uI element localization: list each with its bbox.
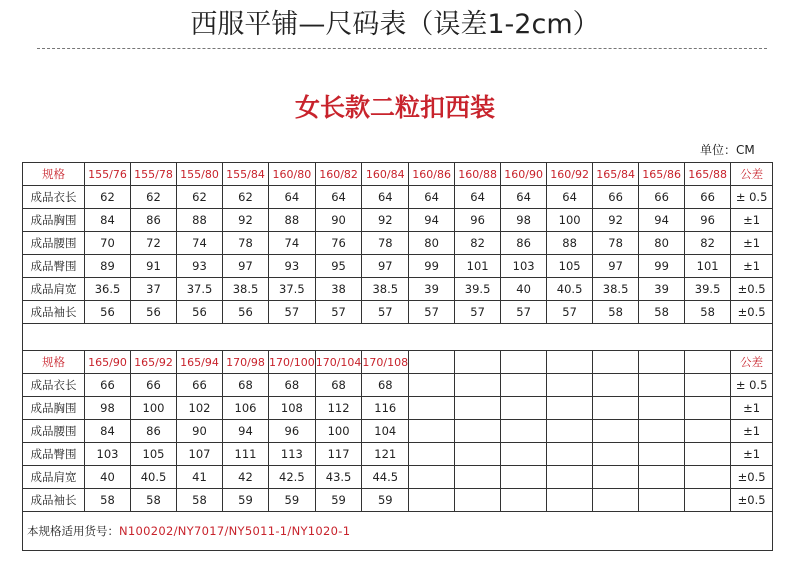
measurement-value-cell: 105 xyxy=(547,255,593,278)
measurement-value-cell: 104 xyxy=(362,420,409,443)
spacer-row xyxy=(23,324,773,351)
tolerance-value-cell: ±1 xyxy=(731,443,773,466)
measurement-value-cell: 66 xyxy=(85,374,131,397)
measurement-value-cell xyxy=(593,420,639,443)
measurement-value-cell: 38.5 xyxy=(223,278,269,301)
measurement-row xyxy=(23,374,773,397)
measurement-value-cell: 56 xyxy=(177,301,223,324)
tolerance-header-cell: 公差 xyxy=(731,351,773,374)
measurement-value-cell xyxy=(547,397,593,420)
measurement-value-cell: 96 xyxy=(455,209,501,232)
measurement-value-cell: 92 xyxy=(593,209,639,232)
measurement-row xyxy=(23,278,773,301)
measurement-value-cell xyxy=(501,420,547,443)
measurement-value-cell: 93 xyxy=(177,255,223,278)
measurement-value-cell: 86 xyxy=(131,209,177,232)
measurement-value-cell xyxy=(409,466,455,489)
size-header-cell xyxy=(593,351,639,374)
measurement-value-cell xyxy=(501,489,547,512)
size-header-cell: 165/88 xyxy=(685,163,731,186)
measurement-value-cell: 40 xyxy=(85,466,131,489)
size-header-cell: 165/90 xyxy=(85,351,131,374)
measurement-value-cell: 97 xyxy=(362,255,409,278)
measurement-value-cell: 99 xyxy=(409,255,455,278)
measurement-value-cell: 57 xyxy=(547,301,593,324)
measurement-row xyxy=(23,301,773,324)
measurement-value-cell: 64 xyxy=(547,186,593,209)
measurement-value-cell: 82 xyxy=(685,232,731,255)
size-header-cell: 170/98 xyxy=(223,351,269,374)
measurement-label-cell: 成品腰围 xyxy=(23,420,85,443)
measurement-value-cell: 103 xyxy=(501,255,547,278)
size-header-cell xyxy=(455,351,501,374)
measurement-value-cell: 56 xyxy=(85,301,131,324)
measurement-value-cell: 43.5 xyxy=(315,466,362,489)
measurement-value-cell: 57 xyxy=(269,301,316,324)
measurement-value-cell: 56 xyxy=(131,301,177,324)
measurement-value-cell xyxy=(593,374,639,397)
measurement-value-cell: 112 xyxy=(315,397,362,420)
measurement-label-cell: 成品胸围 xyxy=(23,397,85,420)
measurement-value-cell: 82 xyxy=(455,232,501,255)
measurement-value-cell: 99 xyxy=(639,255,685,278)
measurement-value-cell xyxy=(593,466,639,489)
size-header-cell: 160/88 xyxy=(455,163,501,186)
measurement-value-cell: 62 xyxy=(223,186,269,209)
applicable-item-codes: N100202/NY7017/NY5011-1/NY1020-1 xyxy=(119,524,351,538)
size-header-row-1 xyxy=(23,163,773,186)
measurement-value-cell: 44.5 xyxy=(362,466,409,489)
measurement-value-cell xyxy=(455,489,501,512)
measurement-value-cell: 78 xyxy=(593,232,639,255)
measurement-value-cell xyxy=(455,466,501,489)
tolerance-value-cell: ±0.5 xyxy=(731,301,773,324)
measurement-value-cell: 58 xyxy=(593,301,639,324)
size-header-cell xyxy=(501,351,547,374)
size-header-cell xyxy=(409,351,455,374)
measurement-value-cell xyxy=(685,489,731,512)
measurement-value-cell: 37.5 xyxy=(177,278,223,301)
measurement-value-cell: 111 xyxy=(223,443,269,466)
size-header-cell: 155/76 xyxy=(85,163,131,186)
measurement-value-cell: 105 xyxy=(131,443,177,466)
measurement-value-cell: 74 xyxy=(177,232,223,255)
measurement-value-cell xyxy=(639,420,685,443)
measurement-value-cell xyxy=(685,374,731,397)
measurement-value-cell: 68 xyxy=(223,374,269,397)
measurement-value-cell: 92 xyxy=(223,209,269,232)
unit-label: 单位：CM xyxy=(700,143,755,157)
measurement-value-cell: 84 xyxy=(85,209,131,232)
measurement-value-cell xyxy=(685,420,731,443)
measurement-value-cell: 98 xyxy=(501,209,547,232)
measurement-value-cell: 42 xyxy=(223,466,269,489)
measurement-value-cell xyxy=(455,443,501,466)
size-header-cell: 160/86 xyxy=(409,163,455,186)
tolerance-value-cell: ±1 xyxy=(731,420,773,443)
measurement-value-cell: 74 xyxy=(269,232,316,255)
measurement-value-cell: 72 xyxy=(131,232,177,255)
measurement-value-cell xyxy=(501,397,547,420)
measurement-value-cell: 37.5 xyxy=(269,278,316,301)
measurement-row xyxy=(23,466,773,489)
tolerance-value-cell: ±1 xyxy=(731,232,773,255)
measurement-value-cell xyxy=(685,443,731,466)
measurement-value-cell: 80 xyxy=(639,232,685,255)
measurement-value-cell: 64 xyxy=(409,186,455,209)
measurement-value-cell: 68 xyxy=(315,374,362,397)
measurement-value-cell: 116 xyxy=(362,397,409,420)
tolerance-value-cell: ±0.5 xyxy=(731,466,773,489)
measurement-value-cell xyxy=(639,397,685,420)
measurement-value-cell: 40.5 xyxy=(547,278,593,301)
measurement-value-cell: 40.5 xyxy=(131,466,177,489)
measurement-value-cell xyxy=(409,420,455,443)
tolerance-value-cell: ±0.5 xyxy=(731,489,773,512)
size-header-cell: 170/100 xyxy=(269,351,316,374)
measurement-value-cell: 113 xyxy=(269,443,316,466)
measurement-row xyxy=(23,232,773,255)
measurement-value-cell: 88 xyxy=(177,209,223,232)
measurement-value-cell: 62 xyxy=(85,186,131,209)
measurement-value-cell: 58 xyxy=(685,301,731,324)
measurement-value-cell: 101 xyxy=(455,255,501,278)
tolerance-value-cell: ±1 xyxy=(731,255,773,278)
measurement-value-cell: 88 xyxy=(547,232,593,255)
measurement-value-cell: 76 xyxy=(315,232,362,255)
size-header-cell: 155/78 xyxy=(131,163,177,186)
measurement-label-cell: 成品袖长 xyxy=(23,301,85,324)
measurement-value-cell: 94 xyxy=(639,209,685,232)
measurement-label-cell: 成品肩宽 xyxy=(23,278,85,301)
applicable-items-label: 本规格适用货号： xyxy=(27,524,119,538)
measurement-value-cell xyxy=(685,466,731,489)
measurement-value-cell: 93 xyxy=(269,255,316,278)
measurement-value-cell: 94 xyxy=(223,420,269,443)
size-header-cell: 160/90 xyxy=(501,163,547,186)
measurement-value-cell: 97 xyxy=(593,255,639,278)
measurement-value-cell: 36.5 xyxy=(85,278,131,301)
applicable-items-cell xyxy=(23,512,773,551)
measurement-value-cell: 64 xyxy=(501,186,547,209)
measurement-value-cell: 101 xyxy=(685,255,731,278)
measurement-value-cell: 64 xyxy=(269,186,316,209)
measurement-value-cell xyxy=(547,443,593,466)
measurement-value-cell: 39 xyxy=(639,278,685,301)
measurement-value-cell: 100 xyxy=(547,209,593,232)
measurement-value-cell xyxy=(547,420,593,443)
measurement-row xyxy=(23,489,773,512)
measurement-value-cell: 68 xyxy=(362,374,409,397)
measurement-value-cell xyxy=(593,489,639,512)
measurement-value-cell: 90 xyxy=(315,209,362,232)
measurement-value-cell: 64 xyxy=(362,186,409,209)
dotted-divider xyxy=(37,48,767,49)
measurement-row xyxy=(23,186,773,209)
measurement-value-cell: 42.5 xyxy=(269,466,316,489)
measurement-value-cell: 59 xyxy=(315,489,362,512)
measurement-value-cell: 84 xyxy=(85,420,131,443)
spacer-cell xyxy=(23,324,773,351)
measurement-value-cell: 97 xyxy=(223,255,269,278)
measurement-value-cell: 59 xyxy=(223,489,269,512)
measurement-value-cell: 57 xyxy=(362,301,409,324)
spec-header-cell: 规格 xyxy=(23,351,85,374)
product-title: 女长款二粒扣西装 xyxy=(294,93,495,122)
measurement-value-cell: 70 xyxy=(85,232,131,255)
size-header-cell: 160/80 xyxy=(269,163,316,186)
size-header-cell: 170/104 xyxy=(315,351,362,374)
measurement-value-cell: 57 xyxy=(315,301,362,324)
measurement-value-cell xyxy=(593,443,639,466)
measurement-value-cell: 106 xyxy=(223,397,269,420)
measurement-value-cell: 66 xyxy=(685,186,731,209)
measurement-value-cell xyxy=(409,397,455,420)
measurement-value-cell: 108 xyxy=(269,397,316,420)
tolerance-value-cell: ±1 xyxy=(731,397,773,420)
size-header-cell: 155/80 xyxy=(177,163,223,186)
measurement-value-cell: 38.5 xyxy=(362,278,409,301)
measurement-value-cell: 62 xyxy=(177,186,223,209)
measurement-value-cell xyxy=(501,443,547,466)
measurement-value-cell xyxy=(593,397,639,420)
measurement-label-cell: 成品衣长 xyxy=(23,374,85,397)
size-header-cell: 165/92 xyxy=(131,351,177,374)
measurement-value-cell: 41 xyxy=(177,466,223,489)
measurement-value-cell: 90 xyxy=(177,420,223,443)
measurement-value-cell: 64 xyxy=(455,186,501,209)
size-header-cell: 165/84 xyxy=(593,163,639,186)
size-header-cell: 155/84 xyxy=(223,163,269,186)
size-header-cell: 160/82 xyxy=(315,163,362,186)
measurement-value-cell: 39.5 xyxy=(455,278,501,301)
size-header-cell: 160/92 xyxy=(547,163,593,186)
measurement-value-cell: 59 xyxy=(362,489,409,512)
measurement-value-cell xyxy=(547,374,593,397)
tolerance-value-cell: ±1 xyxy=(731,209,773,232)
measurement-value-cell: 121 xyxy=(362,443,409,466)
measurement-value-cell: 88 xyxy=(269,209,316,232)
spec-header-cell: 规格 xyxy=(23,163,85,186)
measurement-value-cell: 58 xyxy=(131,489,177,512)
measurement-row xyxy=(23,255,773,278)
measurement-value-cell: 38.5 xyxy=(593,278,639,301)
measurement-value-cell: 96 xyxy=(269,420,316,443)
measurement-label-cell: 成品臀围 xyxy=(23,443,85,466)
measurement-value-cell: 80 xyxy=(409,232,455,255)
measurement-value-cell: 57 xyxy=(455,301,501,324)
measurement-value-cell: 78 xyxy=(362,232,409,255)
page-title: 西服平铺—尺码表（误差1-2cm） xyxy=(190,9,600,40)
tolerance-value-cell: ±0.5 xyxy=(731,278,773,301)
measurement-value-cell: 57 xyxy=(409,301,455,324)
measurement-value-cell xyxy=(639,374,685,397)
measurement-value-cell xyxy=(685,397,731,420)
measurement-value-cell: 107 xyxy=(177,443,223,466)
measurement-value-cell: 100 xyxy=(131,397,177,420)
measurement-value-cell: 59 xyxy=(269,489,316,512)
measurement-value-cell: 66 xyxy=(131,374,177,397)
measurement-value-cell: 86 xyxy=(131,420,177,443)
measurement-value-cell xyxy=(455,397,501,420)
measurement-label-cell: 成品衣长 xyxy=(23,186,85,209)
measurement-value-cell: 102 xyxy=(177,397,223,420)
measurement-value-cell: 38 xyxy=(315,278,362,301)
measurement-row xyxy=(23,209,773,232)
measurement-value-cell: 117 xyxy=(315,443,362,466)
measurement-value-cell: 100 xyxy=(315,420,362,443)
size-header-cell: 165/86 xyxy=(639,163,685,186)
measurement-value-cell: 56 xyxy=(223,301,269,324)
measurement-label-cell: 成品腰围 xyxy=(23,232,85,255)
measurement-value-cell: 39 xyxy=(409,278,455,301)
measurement-value-cell: 78 xyxy=(223,232,269,255)
measurement-value-cell: 94 xyxy=(409,209,455,232)
measurement-value-cell xyxy=(455,420,501,443)
measurement-value-cell: 92 xyxy=(362,209,409,232)
measurement-label-cell: 成品臀围 xyxy=(23,255,85,278)
measurement-value-cell xyxy=(639,466,685,489)
size-header-row-2 xyxy=(23,351,773,374)
measurement-value-cell xyxy=(639,443,685,466)
measurement-value-cell: 95 xyxy=(315,255,362,278)
measurement-label-cell: 成品肩宽 xyxy=(23,466,85,489)
measurement-value-cell: 89 xyxy=(85,255,131,278)
measurement-value-cell: 64 xyxy=(315,186,362,209)
size-header-cell: 165/94 xyxy=(177,351,223,374)
measurement-value-cell: 96 xyxy=(685,209,731,232)
measurement-value-cell: 66 xyxy=(593,186,639,209)
measurement-value-cell: 58 xyxy=(85,489,131,512)
tolerance-header-cell: 公差 xyxy=(731,163,773,186)
size-header-cell xyxy=(639,351,685,374)
measurement-row xyxy=(23,420,773,443)
measurement-value-cell: 39.5 xyxy=(685,278,731,301)
measurement-value-cell: 103 xyxy=(85,443,131,466)
tolerance-value-cell: ± 0.5 xyxy=(731,186,773,209)
measurement-label-cell: 成品袖长 xyxy=(23,489,85,512)
size-header-cell xyxy=(547,351,593,374)
measurement-value-cell: 66 xyxy=(177,374,223,397)
measurement-value-cell: 62 xyxy=(131,186,177,209)
measurement-value-cell xyxy=(501,374,547,397)
measurement-value-cell: 98 xyxy=(85,397,131,420)
size-chart-table xyxy=(22,162,773,551)
measurement-value-cell: 57 xyxy=(501,301,547,324)
size-header-cell: 160/84 xyxy=(362,163,409,186)
footer-row xyxy=(23,512,773,551)
measurement-value-cell: 37 xyxy=(131,278,177,301)
tolerance-value-cell: ± 0.5 xyxy=(731,374,773,397)
measurement-value-cell xyxy=(409,443,455,466)
measurement-value-cell xyxy=(639,489,685,512)
size-header-cell xyxy=(685,351,731,374)
measurement-value-cell: 40 xyxy=(501,278,547,301)
measurement-value-cell xyxy=(455,374,501,397)
measurement-value-cell: 66 xyxy=(639,186,685,209)
measurement-value-cell: 58 xyxy=(639,301,685,324)
measurement-value-cell xyxy=(547,489,593,512)
measurement-row xyxy=(23,443,773,466)
measurement-value-cell: 91 xyxy=(131,255,177,278)
size-header-cell: 170/108 xyxy=(362,351,409,374)
measurement-row xyxy=(23,397,773,420)
measurement-value-cell xyxy=(409,374,455,397)
measurement-label-cell: 成品胸围 xyxy=(23,209,85,232)
measurement-value-cell: 68 xyxy=(269,374,316,397)
measurement-value-cell xyxy=(501,466,547,489)
measurement-value-cell: 58 xyxy=(177,489,223,512)
measurement-value-cell xyxy=(547,466,593,489)
measurement-value-cell xyxy=(409,489,455,512)
measurement-value-cell: 86 xyxy=(501,232,547,255)
